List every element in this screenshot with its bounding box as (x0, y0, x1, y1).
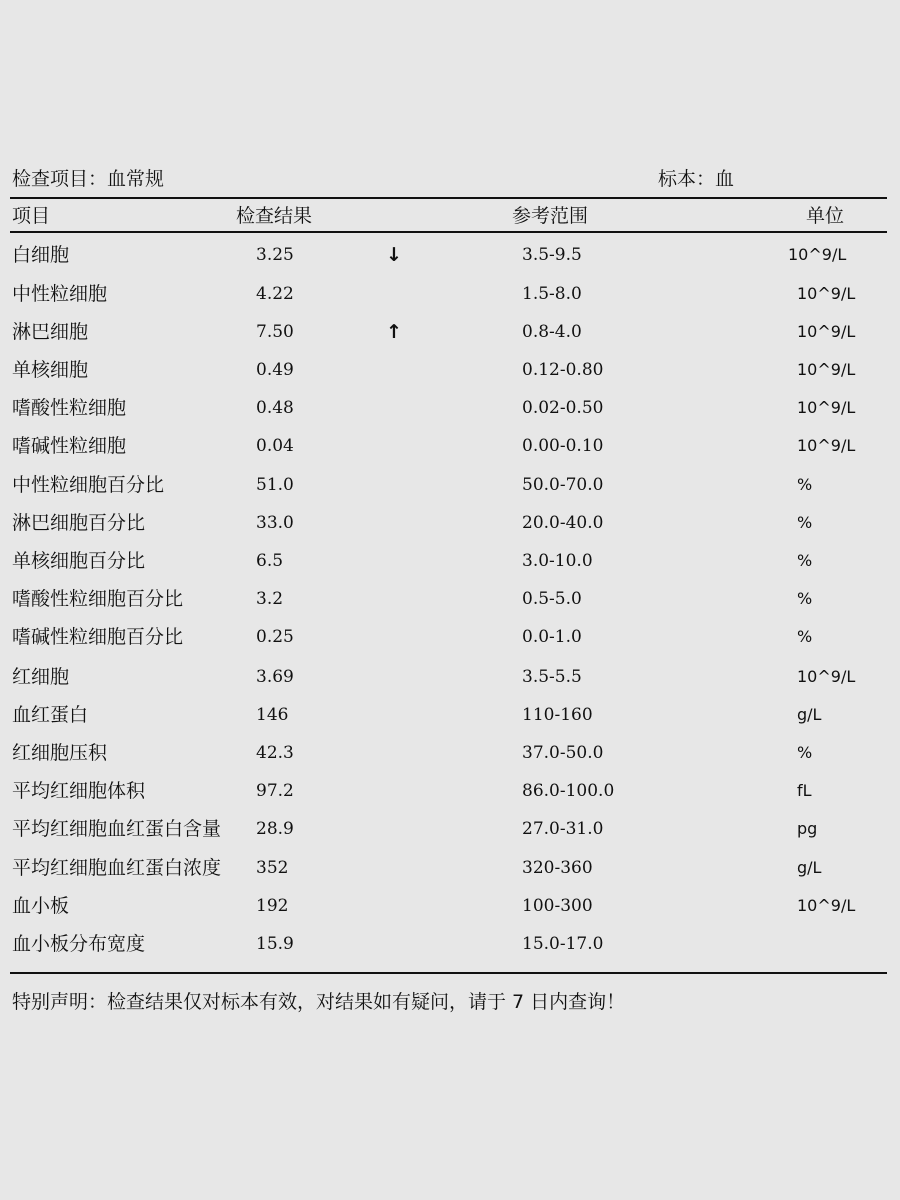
reference-range: 20.0-40.0 (522, 513, 604, 533)
result-value: 4.22 (256, 284, 294, 304)
reference-range: 110-160 (522, 705, 593, 725)
result-name: 淋巴细胞 (12, 321, 89, 343)
result-name: 淋巴细胞百分比 (12, 512, 146, 534)
result-value: 3.69 (256, 667, 294, 687)
result-unit: % (797, 513, 813, 532)
result-unit: 10^9/L (797, 360, 856, 379)
reference-range: 320-360 (522, 858, 593, 878)
result-name: 白细胞 (12, 244, 70, 266)
result-name: 嗜酸性粒细胞百分比 (12, 588, 184, 610)
reference-range: 100-300 (522, 896, 593, 916)
table-row (0, 282, 900, 320)
result-unit: 10^9/L (797, 284, 856, 303)
table-row (0, 587, 900, 625)
result-unit: 10^9/L (797, 436, 856, 455)
reference-range: 50.0-70.0 (522, 475, 604, 495)
result-value: 0.25 (256, 627, 294, 647)
result-unit: g/L (797, 858, 822, 877)
reference-range: 0.12-0.80 (522, 360, 604, 380)
result-name: 单核细胞百分比 (12, 550, 146, 572)
reference-range: 0.00-0.10 (522, 436, 604, 456)
bottom-rule (10, 972, 887, 974)
result-name: 血小板分布宽度 (12, 933, 146, 955)
table-row (0, 856, 900, 894)
header-rule (10, 231, 887, 233)
table-row (0, 511, 900, 549)
result-name: 中性粒细胞百分比 (12, 474, 165, 496)
reference-range: 1.5-8.0 (522, 284, 582, 304)
result-name: 嗜酸性粒细胞 (12, 397, 127, 419)
result-value: 0.49 (256, 360, 294, 380)
table-row (0, 894, 900, 932)
abnormal-flag: ↓ (386, 244, 402, 266)
result-unit: 10^9/L (797, 322, 856, 341)
reference-range: 3.0-10.0 (522, 551, 593, 571)
reference-range: 27.0-31.0 (522, 819, 604, 839)
result-value: 33.0 (256, 513, 294, 533)
reference-range: 0.8-4.0 (522, 322, 582, 342)
col-header-item: 项目 (12, 205, 51, 227)
reference-range: 37.0-50.0 (522, 743, 604, 763)
result-value: 51.0 (256, 475, 294, 495)
result-unit: % (797, 475, 813, 494)
result-value: 3.25 (256, 245, 294, 265)
result-unit: g/L (797, 705, 822, 724)
table-row (0, 358, 900, 396)
table-row (0, 549, 900, 587)
result-name: 血小板 (12, 895, 70, 917)
table-row (0, 434, 900, 472)
result-value: 192 (256, 896, 289, 916)
result-value: 146 (256, 705, 289, 725)
result-name: 嗜碱性粒细胞 (12, 435, 127, 457)
result-name: 血红蛋白 (12, 704, 89, 726)
result-name: 红细胞 (12, 666, 70, 688)
result-name: 平均红细胞血红蛋白含量 (12, 818, 222, 840)
result-unit: 10^9/L (797, 667, 856, 686)
result-value: 0.04 (256, 436, 294, 456)
abnormal-flag: ↑ (386, 321, 402, 343)
result-unit: pg (797, 819, 818, 838)
exam-item-label: 检查项目：血常规 (12, 168, 165, 190)
result-name: 中性粒细胞 (12, 283, 108, 305)
result-name: 单核细胞 (12, 359, 89, 381)
result-unit: 10^9/L (797, 896, 856, 915)
table-row (0, 932, 900, 970)
result-name: 嗜碱性粒细胞百分比 (12, 626, 184, 648)
sample-label: 标本：血 (658, 168, 735, 190)
reference-range: 0.5-5.0 (522, 589, 582, 609)
col-header-unit: 单位 (806, 205, 845, 227)
result-value: 3.2 (256, 589, 284, 609)
table-row (0, 473, 900, 511)
result-value: 28.9 (256, 819, 294, 839)
result-name: 平均红细胞血红蛋白浓度 (12, 857, 222, 879)
result-unit: % (797, 627, 813, 646)
result-unit: 10^9/L (788, 245, 847, 264)
top-rule (10, 197, 887, 199)
result-value: 7.50 (256, 322, 294, 342)
result-unit: % (797, 589, 813, 608)
result-value: 0.48 (256, 398, 294, 418)
result-value: 6.5 (256, 551, 284, 571)
result-name: 红细胞压积 (12, 742, 108, 764)
table-row (0, 703, 900, 741)
reference-range: 0.02-0.50 (522, 398, 604, 418)
result-value: 42.3 (256, 743, 294, 763)
col-header-reference: 参考范围 (512, 205, 589, 227)
reference-range: 15.0-17.0 (522, 934, 604, 954)
col-header-result: 检查结果 (236, 205, 313, 227)
result-unit: % (797, 551, 813, 570)
reference-range: 0.0-1.0 (522, 627, 582, 647)
reference-range: 3.5-5.5 (522, 667, 582, 687)
table-row (0, 779, 900, 817)
reference-range: 3.5-9.5 (522, 245, 582, 265)
table-row (0, 396, 900, 434)
table-row (0, 243, 900, 281)
reference-range: 86.0-100.0 (522, 781, 615, 801)
result-unit: fL (797, 781, 812, 800)
disclaimer: 特别声明：检查结果仅对标本有效，对结果如有疑问，请于 7 日内查询！ (12, 991, 626, 1013)
result-value: 97.2 (256, 781, 294, 801)
result-value: 352 (256, 858, 289, 878)
result-name: 平均红细胞体积 (12, 780, 146, 802)
result-unit: 10^9/L (797, 398, 856, 417)
table-row (0, 665, 900, 703)
table-row (0, 320, 900, 358)
table-row (0, 625, 900, 663)
table-row (0, 817, 900, 855)
table-row (0, 741, 900, 779)
result-unit: % (797, 743, 813, 762)
result-value: 15.9 (256, 934, 294, 954)
